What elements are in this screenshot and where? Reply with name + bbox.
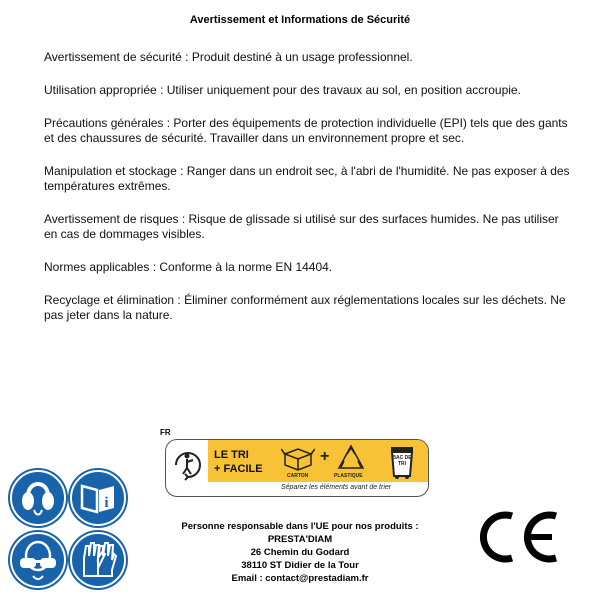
document-title: Avertissement et Informations de Sécurité <box>189 14 411 26</box>
paragraph-risk-warning: Avertissement de risques : Risque de glissade si utilisé sur des surfaces humides. Ne pas utiliser en cas de dommages visibles. <box>44 212 559 241</box>
paragraph-general-precautions: Précautions générales : Porter des équipements de protection individuelle (EPI) tels que des gants et des chaussures de sécurité. Travailler dans un environnement propre et sec. <box>44 116 568 145</box>
ear-protection-icon <box>8 468 68 528</box>
tri-title-line1: LE TRI <box>214 449 249 461</box>
address-line2: 38110 ST Didier de la Tour <box>241 560 359 571</box>
plastic-recycle-icon <box>336 444 366 472</box>
plus-sign: + <box>320 448 330 465</box>
company-name: PRESTA'DIAM <box>267 534 333 545</box>
plastique-label: PLASTIQUE <box>334 473 363 479</box>
tri-title-line2: + FACILE <box>214 463 263 475</box>
paragraph-safety-warning: Avertissement de sécurité : Produit destiné à un usage professionnel. <box>44 50 413 64</box>
carton-label: CARTON <box>287 473 309 479</box>
ce-mark-icon <box>474 506 562 566</box>
gloves-icon <box>68 530 128 590</box>
svg-text:i: i <box>104 495 109 511</box>
paragraph-recycling: Recyclage et élimination : Éliminer conformément aux réglementations locales sur les déchets. Ne pas jeter dans la nature. <box>44 293 566 322</box>
safety-glasses-icon <box>8 530 68 590</box>
read-manual-icon <box>68 468 128 528</box>
triman-recycling-label <box>165 439 429 497</box>
paragraph-standards: Normes applicables : Conforme à la norme EN 14404. <box>44 260 333 274</box>
paragraph-appropriate-use: Utilisation appropriée : Utiliser uniquement pour des travaux au sol, en position accroupie. <box>44 83 521 97</box>
address-line1: 26 Chemin du Godard <box>250 547 350 558</box>
safety-text <box>44 50 570 341</box>
responsible-heading: Personne responsable dans l'UE pour nos produits : <box>181 521 419 532</box>
country-code: FR <box>160 428 171 437</box>
bin-label: BAC DE TRI <box>392 455 412 467</box>
triman-icon <box>171 448 205 482</box>
tri-tagline: Séparez les éléments avant de trier <box>281 484 392 491</box>
contact-email: Email : contact@prestadiam.fr <box>231 573 369 584</box>
carton-icon <box>281 445 315 471</box>
paragraph-handling-storage: Manipulation et stockage : Ranger dans un endroit sec, à l'abri de l'humidité. Ne pas exposer à des températures extrêmes. <box>44 164 570 193</box>
responsible-person-block <box>150 520 450 585</box>
